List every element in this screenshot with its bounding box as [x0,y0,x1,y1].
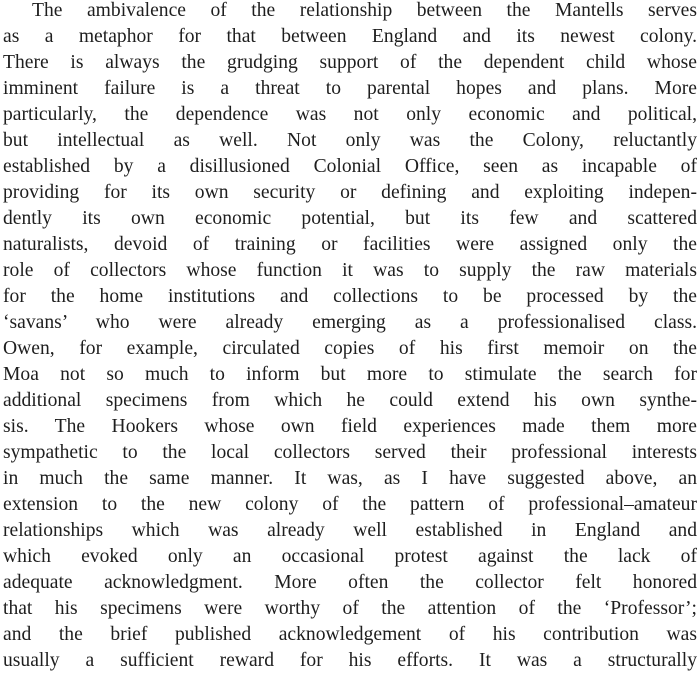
text-line: dently its own economic potential, but its few and scattered [3,208,697,229]
text-line: naturalists, devoid of training or facilities were assigned only the [3,234,697,255]
text-line: in much the same manner. It was, as I have suggested above, an [3,468,697,489]
text-line: for the home institutions and collections to be processed by the [3,286,697,307]
text-line: that his specimens were worthy of the attention of the ‘Professor’; [3,598,697,619]
text-line: ‘savans’ who were already emerging as a professionalised class. [3,312,697,333]
document-page [3,0,697,687]
text-line: established by a disillusioned Colonial Office, seen as incapable of [3,156,697,177]
text-line: providing for its own security or defining and exploiting indepen- [3,182,697,203]
text-line: sympathetic to the local collectors served their professional interests [3,442,697,463]
text-line: imminent failure is a threat to parental hopes and plans. More [3,78,697,99]
text-line: Owen, for example, circulated copies of his first memoir on the [3,338,697,359]
text-line: as a metaphor for that between England and its newest colony. [3,26,697,47]
text-line: extension to the new colony of the pattern of professional–amateur [3,494,697,515]
text-line: but intellectual as well. Not only was the Colony, reluctantly [3,130,697,151]
text-line: particularly, the dependence was not only economic and political, [3,104,697,125]
text-line: adequate acknowledgment. More often the collector felt honored [3,572,697,593]
text-line: There is always the grudging support of the dependent child whose [3,52,697,73]
text-line: relationships which was already well established in England and [3,520,697,541]
text-line: usually a sufficient reward for his efforts. It was a structurally [3,650,697,671]
text-line: The ambivalence of the relationship between the Mantells serves [32,0,697,21]
text-line: and the brief published acknowledgement of his contribution was [3,624,697,645]
text-line: role of collectors whose function it was to supply the raw materials [3,260,697,281]
text-line: sis. The Hookers whose own field experiences made them more [3,416,697,437]
text-line: which evoked only an occasional protest against the lack of [3,546,697,567]
text-line: Moa not so much to inform but more to stimulate the search for [3,364,697,385]
text-line: additional specimens from which he could extend his own synthe- [3,390,697,411]
